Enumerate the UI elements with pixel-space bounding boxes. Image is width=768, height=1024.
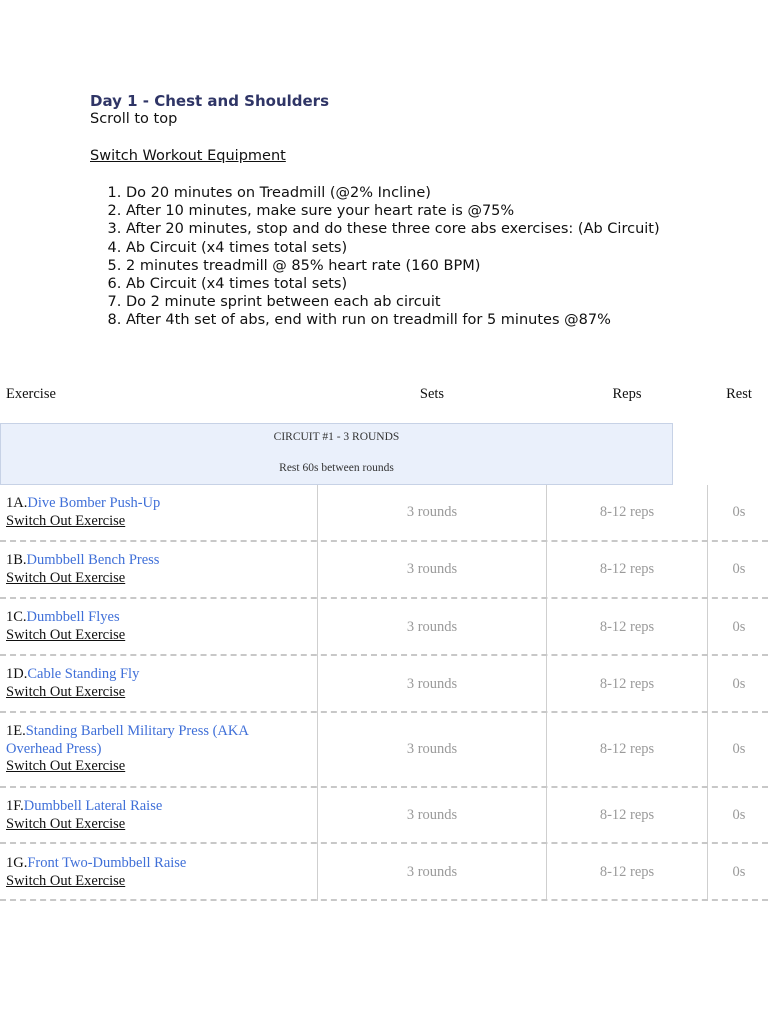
- exercise-link[interactable]: Dumbbell Flyes: [26, 609, 120, 625]
- sets-cell: 3 rounds: [406, 676, 458, 692]
- exercise-link[interactable]: Front Two-Dumbbell Raise: [27, 855, 187, 871]
- exercise-cell: [6, 798, 296, 833]
- exercise-link[interactable]: Dive Bomber Push-Up: [27, 495, 161, 511]
- page-title: Day 1 - Chest and Shoulders: [90, 92, 330, 110]
- rest-cell: 0s: [732, 619, 746, 635]
- rest-cell: 0s: [732, 504, 746, 520]
- exercise-cell: [6, 666, 296, 701]
- sets-cell: 3 rounds: [406, 807, 458, 823]
- instruction-item: 5. 2 minutes treadmill @ 85% heart rate (160 BPM): [126, 257, 686, 275]
- exercise-code: 1B.: [6, 552, 27, 568]
- sets-cell: 3 rounds: [406, 864, 458, 880]
- reps-cell: 8-12 reps: [599, 561, 655, 577]
- scroll-to-top-link[interactable]: Scroll to top: [90, 111, 178, 127]
- exercise-code: 1C.: [6, 609, 27, 625]
- rest-column-header: Rest: [726, 386, 752, 402]
- exercise-code: 1G.: [6, 855, 28, 871]
- reps-cell: 8-12 reps: [599, 864, 655, 880]
- circuit-title: CIRCUIT #1 - 3 ROUNDS: [273, 431, 400, 443]
- exercise-code: 1D.: [6, 666, 28, 682]
- circuit-rest-note: Rest 60s between rounds: [279, 462, 394, 474]
- switch-out-exercise-link[interactable]: Switch Out Exercise: [6, 872, 126, 889]
- exercise-link[interactable]: Dumbbell Lateral Raise: [23, 798, 163, 814]
- rest-cell: 0s: [732, 676, 746, 692]
- sets-cell: 3 rounds: [406, 741, 458, 757]
- exercise-code: 1E.: [6, 723, 26, 739]
- reps-cell: 8-12 reps: [599, 619, 655, 635]
- instruction-item: 2. After 10 minutes, make sure your heart rate is @75%: [126, 202, 686, 220]
- exercise-code: 1A.: [6, 495, 28, 511]
- exercise-link[interactable]: Cable Standing Fly: [27, 666, 140, 682]
- rest-cell: 0s: [732, 864, 746, 880]
- switch-out-exercise-link[interactable]: Switch Out Exercise: [6, 626, 126, 643]
- exercise-cell: [6, 552, 296, 587]
- reps-cell: 8-12 reps: [599, 807, 655, 823]
- instruction-item: 3. After 20 minutes, stop and do these three core abs exercises: (Ab Circuit): [126, 220, 686, 238]
- switch-equipment-link[interactable]: Switch Workout Equipment: [90, 148, 286, 164]
- exercise-link[interactable]: Dumbbell Bench Press: [26, 552, 160, 568]
- instruction-list: [90, 184, 686, 330]
- reps-cell: 8-12 reps: [599, 504, 655, 520]
- exercise-column-header: Exercise: [6, 386, 56, 402]
- instruction-item: 1. Do 20 minutes on Treadmill (@2% Incline): [126, 184, 686, 202]
- sets-cell: 3 rounds: [406, 619, 458, 635]
- rest-cell: 0s: [732, 807, 746, 823]
- sets-cell: 3 rounds: [406, 504, 458, 520]
- instruction-item: 7. Do 2 minute sprint between each ab circuit: [126, 293, 686, 311]
- sets-cell: 3 rounds: [406, 561, 458, 577]
- rest-cell: 0s: [732, 561, 746, 577]
- exercise-cell: [6, 609, 296, 644]
- instruction-item: 8. After 4th set of abs, end with run on treadmill for 5 minutes @87%: [126, 311, 686, 329]
- exercise-code: 1F.: [6, 798, 24, 814]
- reps-cell: 8-12 reps: [599, 741, 655, 757]
- switch-out-exercise-link[interactable]: Switch Out Exercise: [6, 569, 126, 586]
- reps-column-header: Reps: [612, 386, 642, 402]
- sets-column-header: Sets: [419, 386, 445, 402]
- exercise-cell: [6, 855, 296, 890]
- exercise-cell: [6, 723, 306, 776]
- switch-out-exercise-link[interactable]: Switch Out Exercise: [6, 758, 126, 774]
- instruction-item: 6. Ab Circuit (x4 times total sets): [126, 275, 686, 293]
- switch-out-exercise-link[interactable]: Switch Out Exercise: [6, 512, 126, 529]
- reps-cell: 8-12 reps: [599, 676, 655, 692]
- rest-cell: 0s: [732, 741, 746, 757]
- switch-out-exercise-link[interactable]: Switch Out Exercise: [6, 815, 126, 832]
- switch-out-exercise-link[interactable]: Switch Out Exercise: [6, 683, 126, 700]
- instruction-item: 4. Ab Circuit (x4 times total sets): [126, 239, 686, 257]
- exercise-link[interactable]: Standing Barbell Military Press (AKA Overhead Press): [6, 723, 249, 757]
- exercise-cell: [6, 495, 296, 530]
